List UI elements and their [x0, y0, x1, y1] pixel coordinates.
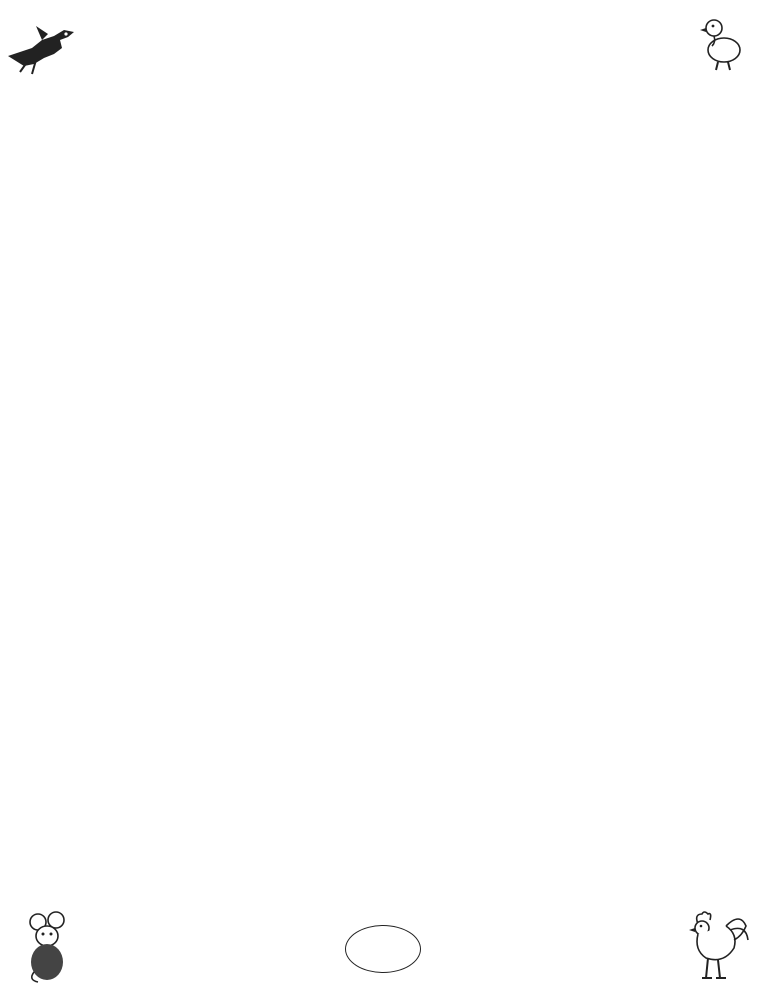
page-number-oval	[345, 925, 421, 973]
rooster-illustration	[676, 906, 752, 986]
mouse-illustration	[20, 906, 72, 986]
duck-illustration	[698, 14, 748, 72]
crow-illustration	[2, 18, 80, 78]
